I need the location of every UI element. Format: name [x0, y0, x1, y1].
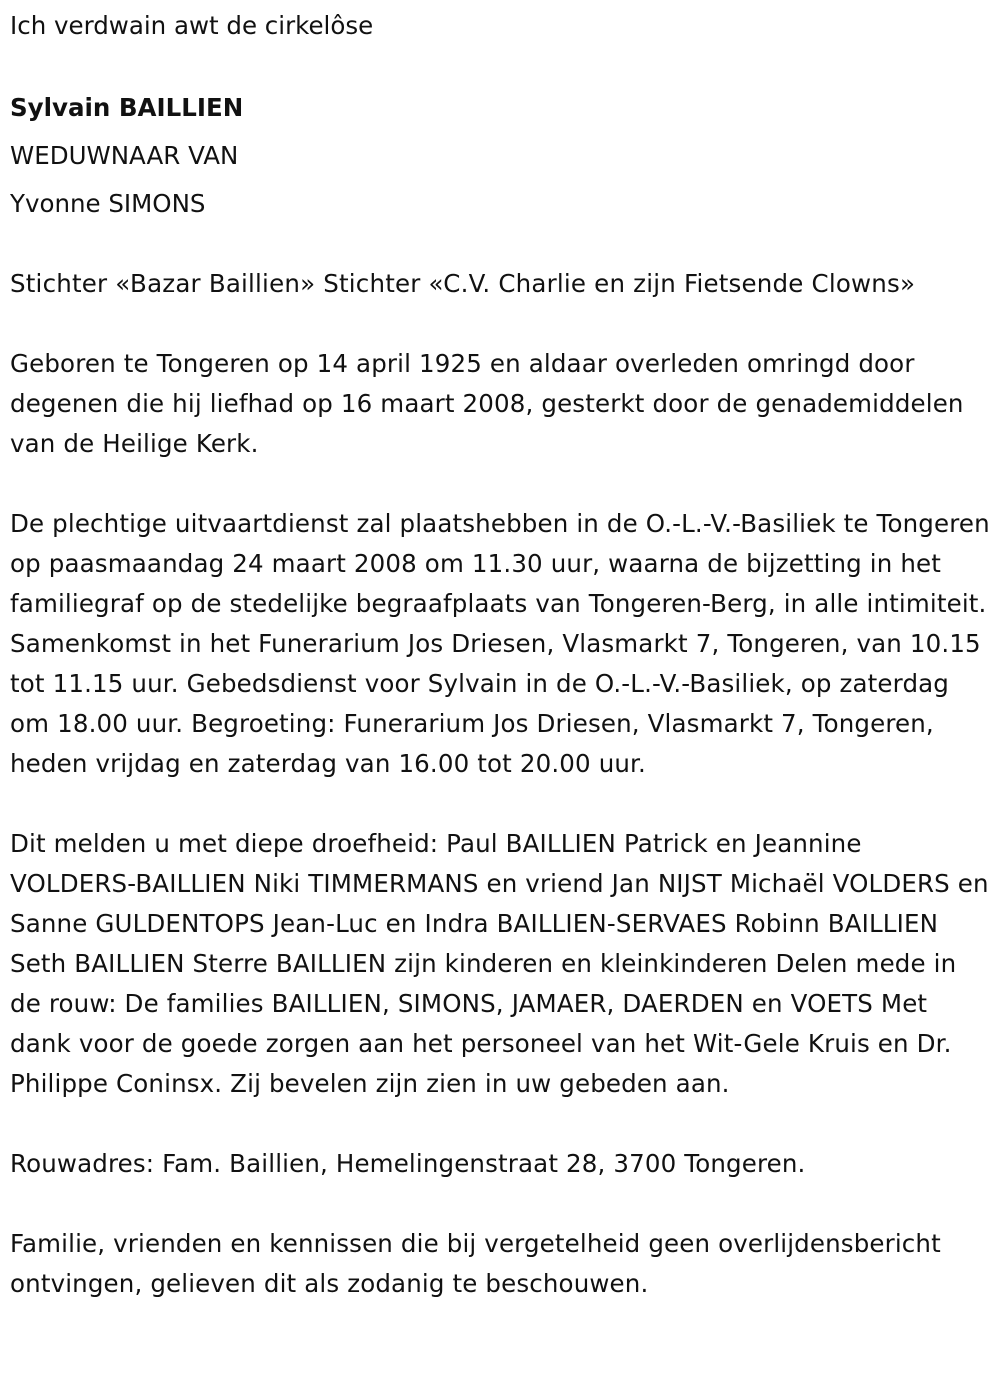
address-paragraph: Rouwadres: Fam. Baillien, Hemelingenstraat 28, 3700 Tongeren. — [10, 1149, 806, 1178]
funeral-paragraph: De plechtige uitvaartdienst zal plaatshebben in de O.-L.-V.-Basiliek te Tongeren op paasmaandag 24 maart 2008 om 11.30 uur, waarna de bijzetting in het familiegraf op de stedelijke begraafplaats van Tongeren-Berg, in alle intimiteit. Samenkomst in het Funerarium Jos Driesen, Vlasmarkt 7, Tongeren, van 10.15 tot 11.15 uur. Gebedsdienst voor Sylvain in de O.-L.-V.-Basiliek, op zaterdag om 18.00 uur. Begroeting: Funerarium Jos Driesen, Vlasmarkt 7, Tongeren, heden vrijdag en zaterdag van 16.00 tot 20.00 uur. — [10, 509, 990, 778]
family-paragraph: Dit melden u met diepe droefheid: Paul BAILLIEN Patrick en Jeannine VOLDERS-BAILLIEN Niki TIMMERMANS en vriend Jan NIJST Michaël VOLDERS en Sanne GULDENTOPS Jean-Luc en Indra BAILLIEN-SERVAES Robinn BAILLIEN Seth BAILLIEN Sterre BAILLIEN zijn kinderen en kleinkinderen Delen mede in de rouw: De families BAILLIEN, SIMONS, JAMAER, DAERDEN en VOETS Met dank voor de goede zorgen aan het personeel van het Wit-Gele Kruis en Dr. Philippe Coninsx. Zij bevelen zijn zien in uw gebeden aan. — [10, 829, 989, 1098]
spouse-name: Yvonne SIMONS — [10, 189, 206, 218]
opening-line: Ich verdwain awt de cirkelôse — [10, 11, 374, 40]
birth-death-paragraph: Geboren te Tongeren op 14 april 1925 en aldaar overleden omringd door degenen die hij liefhad op 16 maart 2008, gesterkt door de genademiddelen van de Heilige Kerk. — [10, 349, 964, 458]
founders-line: Stichter «Bazar Baillien» Stichter «C.V. Charlie en zijn Fietsende Clowns» — [10, 269, 916, 298]
closing-paragraph: Familie, vrienden en kennissen die bij vergetelheid geen overlijdensbericht ontvingen, gelieven dit als zodanig te beschouwen. — [10, 1229, 941, 1298]
relation-line: WEDUWNAAR VAN — [10, 141, 239, 170]
deceased-name: Sylvain BAILLIEN — [10, 93, 244, 122]
